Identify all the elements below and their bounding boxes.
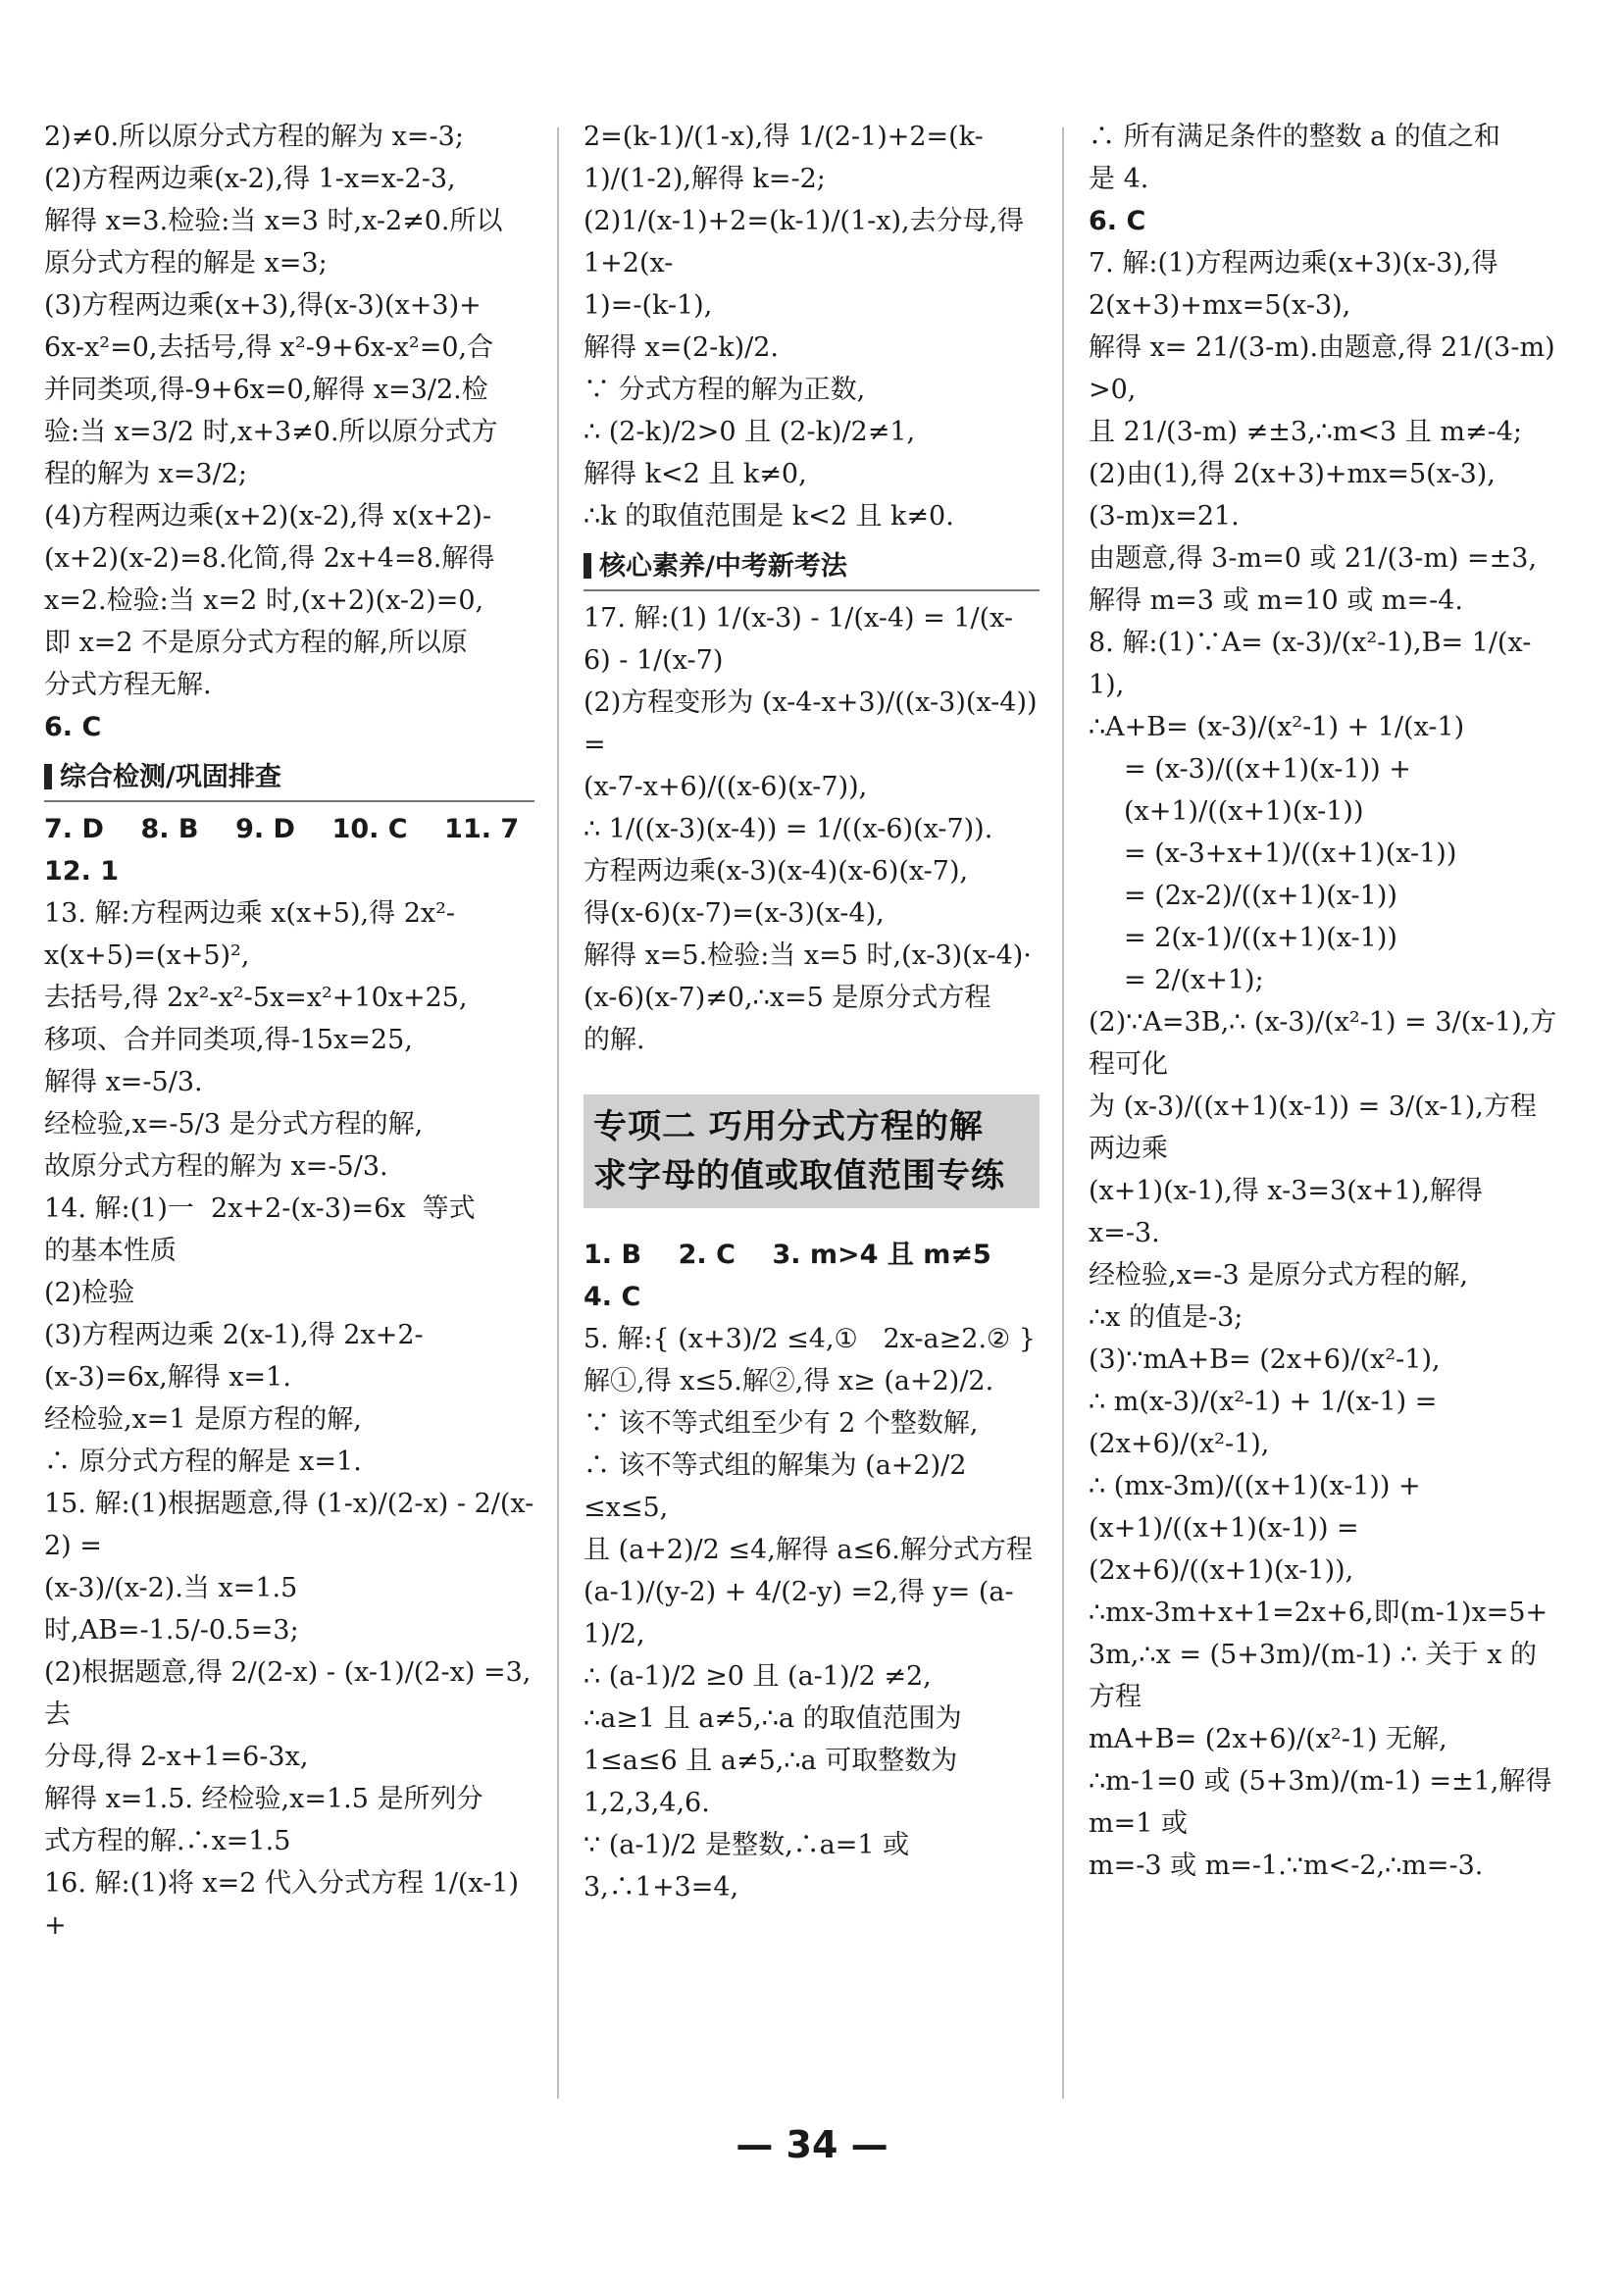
text-line: (4)方程两边乘(x+2)(x-2),得 x(x+2)- <box>44 501 492 532</box>
text-line: 解得 x=3.检验:当 x=3 时,x-2≠0.所以 <box>44 206 503 236</box>
text-line: 得(x-6)(x-7)=(x-3)(x-4), <box>584 898 885 929</box>
text-line: 14. 解:(1)一 2x+2-(x-3)=6x 等式 <box>44 1193 476 1224</box>
text-line: ∴k 的取值范围是 k<2 且 k≠0. <box>584 501 954 532</box>
text-line: 13. 解:方程两边乘 x(x+5),得 2x²- <box>44 898 456 929</box>
text-line: 解①,得 x≤5.解②,得 x≥ (a+2)/2. <box>584 1366 994 1396</box>
topic-banner <box>584 1094 1040 1208</box>
text-line: 15. 解:(1)根据题意,得 (1-x)/(2-x) - 2/(x-2) = <box>44 1489 534 1561</box>
text-line: (x-3)=6x,解得 x=1. <box>44 1362 291 1393</box>
column-divider <box>1062 127 1064 2099</box>
text-line: (x+1)(x-1),得 x-3=3(x+1),解得 <box>1089 1176 1483 1206</box>
answer-line: 1. B 2. C 3. m>4 且 m≠5 <box>584 1240 991 1270</box>
text-line: 8. 解:(1)∵A= (x-3)/(x²-1),B= 1/(x-1), <box>1089 628 1532 700</box>
text-line: ∴ 所有满足条件的整数 a 的值之和 <box>1089 122 1500 152</box>
answer-line: 7. D 8. B 9. D 10. C 11. 7 <box>44 814 520 844</box>
text-line: mA+B= (2x+6)/(x²-1) 无解, <box>1089 1724 1447 1754</box>
text-line: 解得 x=(2-k)/2. <box>584 332 780 363</box>
text-line: 由题意,得 3-m=0 或 21/(3-m) =±3, <box>1089 543 1538 574</box>
text-line: 1)=-(k-1), <box>584 290 713 321</box>
text-line: 解得 k<2 且 k≠0, <box>584 459 807 489</box>
text-line: 且 (a+2)/2 ≤4,解得 a≤6.解分式方程 <box>584 1535 1033 1565</box>
text-line: 去括号,得 2x²-x²-5x=x²+10x+25, <box>44 983 468 1013</box>
text-line: = 2(x-1)/((x+1)(x-1)) <box>1124 923 1397 953</box>
section-heading: 综合检测/巩固排查 <box>44 756 534 802</box>
text-line: = (x-3+x+1)/((x+1)(x-1)) <box>1124 838 1457 869</box>
text-line: (x+2)(x-2)=8.化简,得 2x+4=8.解得 <box>44 543 495 574</box>
text-line: ∴ (2-k)/2>0 且 (2-k)/2≠1, <box>584 417 916 447</box>
answer-line: 6. C <box>44 712 102 742</box>
text-line: 解得 x=5.检验:当 x=5 时,(x-3)(x-4)· <box>584 940 1032 971</box>
text-line: 7. 解:(1)方程两边乘(x+3)(x-3),得 <box>1089 248 1498 279</box>
text-line: ∵ 该不等式组至少有 2 个整数解, <box>584 1408 979 1439</box>
text-line: x(x+5)=(x+5)², <box>44 940 250 971</box>
banner-title-line: 求字母的值或取值范围专练 <box>593 1156 1005 1195</box>
answer-line: 6. C <box>1089 206 1146 236</box>
text-line: 经检验,x=-3 是原分式方程的解, <box>1089 1260 1468 1291</box>
text-line: 的基本性质 <box>44 1236 177 1266</box>
text-line: (x-3)/(x-2).当 x=1.5 时,AB=-1.5/-0.5=3; <box>44 1573 306 1646</box>
text-line: 2)≠0.所以原分式方程的解为 x=-3; <box>44 122 464 152</box>
banner-title-line: 专项二 巧用分式方程的解 <box>593 1107 984 1146</box>
text-line: 经检验,x=-5/3 是分式方程的解, <box>44 1109 424 1140</box>
text-line: ∵ (a-1)/2 是整数,∴a=1 或3,∴1+3=4, <box>584 1830 910 1902</box>
text-line: 2=(k-1)/(1-x),得 1/(2-1)+2=(k-1)/(1-2),解得 k=-2; <box>584 122 984 194</box>
text-line: (2)检验 <box>44 1278 135 1308</box>
text-line: 为 (x-3)/((x+1)(x-1)) = 3/(x-1),方程两边乘 <box>1089 1091 1537 1164</box>
text-line: (a-1)/(y-2) + 4/(2-y) =2,得 y= (a-1)/2, <box>584 1577 1014 1649</box>
text-line: 式方程的解.∴x=1.5 <box>44 1826 291 1856</box>
text-line: 原分式方程的解是 x=3; <box>44 248 328 279</box>
text-line: x=2.检验:当 x=2 时,(x+2)(x-2)=0, <box>44 585 484 616</box>
text-line: 3m,∴x = (5+3m)/(m-1) ∴ 关于 x 的方程 <box>1089 1640 1538 1712</box>
text-line: ∴ 原分式方程的解是 x=1. <box>44 1446 362 1477</box>
answer-line: 4. C <box>584 1282 641 1312</box>
text-line: (2)∵A=3B,∴ (x-3)/(x²-1) = 3/(x-1),方程可化 <box>1089 1007 1557 1080</box>
text-line: (2x+6)/((x+1)(x-1)), <box>1089 1555 1354 1586</box>
text-line: m=-3 或 m=-1.∵m<-2,∴m=-3. <box>1089 1851 1484 1881</box>
text-line: 故原分式方程的解为 x=-5/3. <box>44 1151 388 1182</box>
text-line: 的解. <box>584 1025 645 1055</box>
section-heading: 核心素养/中考新考法 <box>584 545 1040 591</box>
text-line: 17. 解:(1) 1/(x-3) - 1/(x-4) = 1/(x-6) - 1/(x-7) <box>584 603 1013 676</box>
text-line: ∴m-1=0 或 (5+3m)/(m-1) =±1,解得 m=1 或 <box>1089 1766 1560 1839</box>
page-number: — 34 — <box>736 2123 888 2166</box>
text-line: ∵ 分式方程的解为正数, <box>584 375 866 405</box>
text-line: 1,2,3,4,6. <box>584 1788 710 1818</box>
text-line: 16. 解:(1)将 x=2 代入分式方程 1/(x-1) + <box>44 1868 528 1941</box>
text-line: ∴x 的值是-3; <box>1089 1302 1243 1333</box>
text-line: (3-m)x=21. <box>1089 501 1240 532</box>
column-1 <box>44 116 534 1947</box>
text-line: = (2x-2)/((x+1)(x-1)) <box>1124 881 1397 911</box>
text-line: 解得 m=3 或 m=10 或 m=-4. <box>1089 585 1464 616</box>
text-line: ∴ m(x-3)/(x²-1) + 1/(x-1) = (2x+6)/(x²-1), <box>1089 1387 1446 1459</box>
text-line: (3)方程两边乘(x+3),得(x-3)(x+3)+ <box>44 290 482 321</box>
text-line: 解得 x= 21/(3-m).由题意,得 21/(3-m) >0, <box>1089 332 1564 405</box>
text-line: (3)方程两边乘 2(x-1),得 2x+2- <box>44 1320 424 1350</box>
text-line: ∴a≥1 且 a≠5,∴a 的取值范围为 <box>584 1703 962 1734</box>
text-line: 程的解为 x=3/2; <box>44 459 247 489</box>
text-line: (2)方程变形为 (x-4-x+3)/((x-3)(x-4)) = <box>584 687 1046 760</box>
text-line: (x-7-x+6)/((x-6)(x-7)), <box>584 772 868 802</box>
text-line: 2(x+3)+mx=5(x-3), <box>1089 290 1351 321</box>
text-line: (2)1/(x-1)+2=(k-1)/(1-x),去分母,得 1+2(x- <box>584 206 1033 279</box>
text-line: 解得 x=1.5. 经检验,x=1.5 是所列分 <box>44 1784 483 1814</box>
column-2 <box>584 116 1046 1908</box>
text-line: 验:当 x=3/2 时,x+3≠0.所以原分式方 <box>44 417 498 447</box>
text-line: ∴mx-3m+x+1=2x+6,即(m-1)x=5+ <box>1089 1598 1548 1628</box>
text-line: (2)由(1),得 2(x+3)+mx=5(x-3), <box>1089 459 1496 489</box>
text-line: 5. 解:{ (x+3)/2 ≤4,① 2x-a≥2.② } <box>584 1324 1036 1354</box>
text-line: 分母,得 2-x+1=6-3x, <box>44 1742 309 1772</box>
text-line: 移项、合并同类项,得-15x=25, <box>44 1025 413 1055</box>
text-line: 并同类项,得-9+6x=0,解得 x=3/2.检 <box>44 375 488 405</box>
text-line: (2)方程两边乘(x-2),得 1-x=x-2-3, <box>44 164 456 194</box>
text-line: 方程两边乘(x-3)(x-4)(x-6)(x-7), <box>584 856 969 887</box>
text-line: = (x-3)/((x+1)(x-1)) + (x+1)/((x+1)(x-1)) <box>1124 754 1420 827</box>
column-divider <box>557 127 559 2099</box>
text-line: ∴ 该不等式组的解集为 (a+2)/2 ≤x≤5, <box>584 1450 975 1523</box>
text-line: x=-3. <box>1089 1218 1160 1248</box>
text-line: 6x-x²=0,去括号,得 x²-9+6x-x²=0,合 <box>44 332 494 363</box>
text-line: ∴A+B= (x-3)/(x²-1) + 1/(x-1) <box>1089 712 1465 742</box>
text-line: 1≤a≤6 且 a≠5,∴a 可取整数为 <box>584 1746 958 1776</box>
text-line: (x-6)(x-7)≠0,∴x=5 是原分式方程 <box>584 983 991 1013</box>
text-line: 解得 x=-5/3. <box>44 1067 203 1097</box>
text-line: = 2/(x+1); <box>1124 965 1264 995</box>
text-line: 经检验,x=1 是原方程的解, <box>44 1404 362 1435</box>
text-line: 是 4. <box>1089 164 1149 194</box>
text-line: (3)∵mA+B= (2x+6)/(x²-1), <box>1089 1344 1441 1375</box>
text-line: (2)根据题意,得 2/(2-x) - (x-1)/(2-x) =3,去 <box>44 1657 532 1730</box>
text-line: ∴ 1/((x-3)(x-4)) = 1/((x-6)(x-7)). <box>584 814 993 844</box>
answer-line: 12. 1 <box>44 856 120 887</box>
column-3 <box>1089 116 1564 1887</box>
text-line: 且 21/(3-m) ≠±3,∴m<3 且 m≠-4; <box>1089 417 1522 447</box>
text-line: 即 x=2 不是原分式方程的解,所以原 <box>44 628 468 658</box>
text-line: ∴ (mx-3m)/((x+1)(x-1)) + (x+1)/((x+1)(x-1)) = <box>1089 1471 1430 1544</box>
text-line: 分式方程无解. <box>44 670 212 700</box>
text-line: ∴ (a-1)/2 ≥0 且 (a-1)/2 ≠2, <box>584 1661 932 1692</box>
